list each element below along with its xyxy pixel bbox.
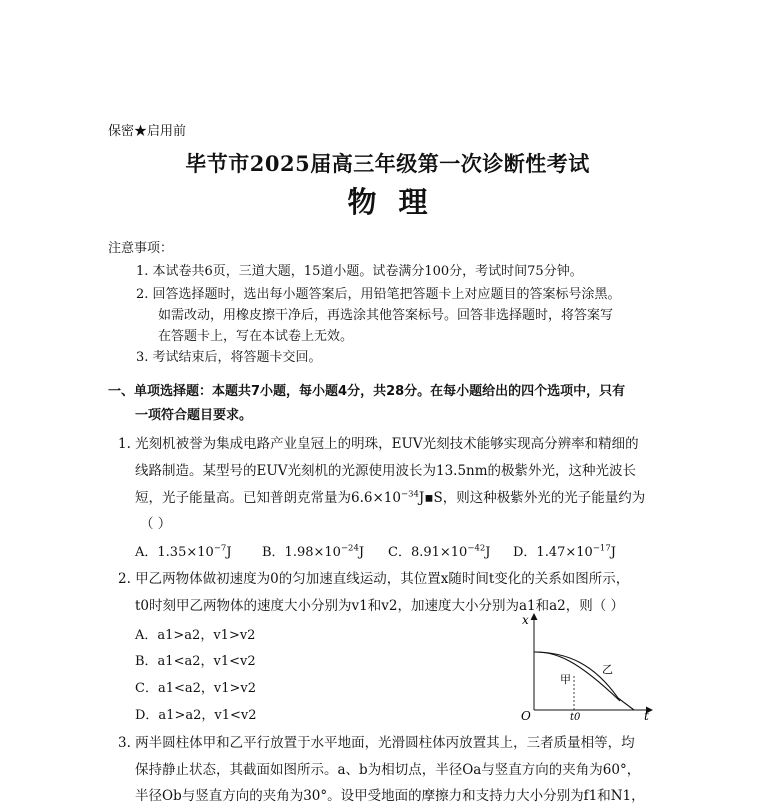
note-item: 在答题卡上，写在本试卷上无效。 [158, 329, 354, 344]
exam-title: 毕节市2025届高三年级第一次诊断性考试 [185, 151, 590, 176]
option-b[interactable]: B．a1<a2，v1<v2 [135, 654, 256, 669]
notes-heading: 注意事项： [108, 241, 174, 256]
curve-yi [534, 652, 634, 710]
position-time-graph [512, 608, 662, 723]
option-d[interactable]: D．$1.47\times 10^{-17}J$ [513, 543, 616, 560]
note-item: 如需改动，用橡皮擦干净后，再选涂其他答案标号。回答非选择题时，将答案写 [158, 308, 614, 323]
question-1-line: 短，光子能量高。已知普朗克常量为$6.6\times 10^{-34}J▪S$，则这种极紫外光的光子能量约为 [135, 489, 646, 506]
curve-jia [534, 652, 620, 701]
option-d[interactable]: D．a1>a2，v1<v2 [135, 708, 257, 723]
option-c[interactable]: C．a1<a2，v1>v2 [135, 681, 257, 696]
question-3-line: 3. 两半圆柱体甲和乙平行放置于水平地面，光滑圆柱体丙放置其上，三者质量相等，均 [118, 735, 635, 751]
option-a[interactable]: A．$1.35\times 10^{-7}J$ [135, 543, 232, 560]
x-axis-label: t [644, 709, 649, 723]
option-b[interactable]: B．$1.98\times 10^{-24}J$ [262, 543, 365, 560]
subject-title: 物理 [347, 185, 450, 219]
question-1-line: 1. 光刻机被誉为集成电路产业皇冠上的明珠，EUV光刻技术能够实现高分辨率和精细的 [118, 436, 639, 452]
question-3-line: 保持静止状态，其截面如图所示。a、b为相切点，半径Oa与竖直方向的夹角为60°， [135, 762, 641, 778]
curve-yi-label: 乙 [602, 663, 613, 676]
answer-blank: （ ） [140, 516, 172, 532]
question-2-line: 2. 甲乙两物体做初速度为0的匀加速直线运动，其位置x随时间t变化的关系如图所示， [118, 571, 630, 587]
note-item: 2. 回答选择题时，选出每小题答案后，用铅笔把答题卡上对应题目的答案标号涂黑。 [136, 287, 621, 302]
option-c[interactable]: C．$8.91\times 10^{-42}J$ [388, 543, 491, 560]
curve-jia-label: 甲 [560, 673, 571, 686]
section-heading-cont: 一项符合题目要求。 [135, 408, 253, 423]
question-1-line: 线路制造。某型号的EUV光刻机的光源使用波长为13.5nm的极紫外光，这种光波长 [135, 463, 637, 479]
option-a[interactable]: A．a1>a2，v1>v2 [135, 628, 256, 643]
t0-label: t0 [570, 712, 581, 723]
note-item: 1. 本试卷共6页，三道大题，15道小题。试卷满分100分，考试时间75分钟。 [136, 264, 583, 279]
origin-label: O [521, 709, 531, 723]
section-heading: 一、单项选择题：本题共7小题，每小题4分，共28分。在每小题给出的四个选项中，只有 [108, 384, 626, 399]
confidential-mark: 保密★启用前 [108, 124, 187, 139]
note-item: 3. 考试结束后，将答题卡交回。 [136, 350, 322, 365]
question-3-line: 半径Ob与竖直方向的夹角为30°。设甲受地面的摩擦力和支持力大小分别为f1和N1， [135, 788, 645, 804]
question-2-line: t0时刻甲乙两物体的速度大小分别为v1和v2，加速度大小分别为a1和a2，则（ ） [135, 598, 625, 614]
y-axis-label: x [522, 613, 529, 627]
